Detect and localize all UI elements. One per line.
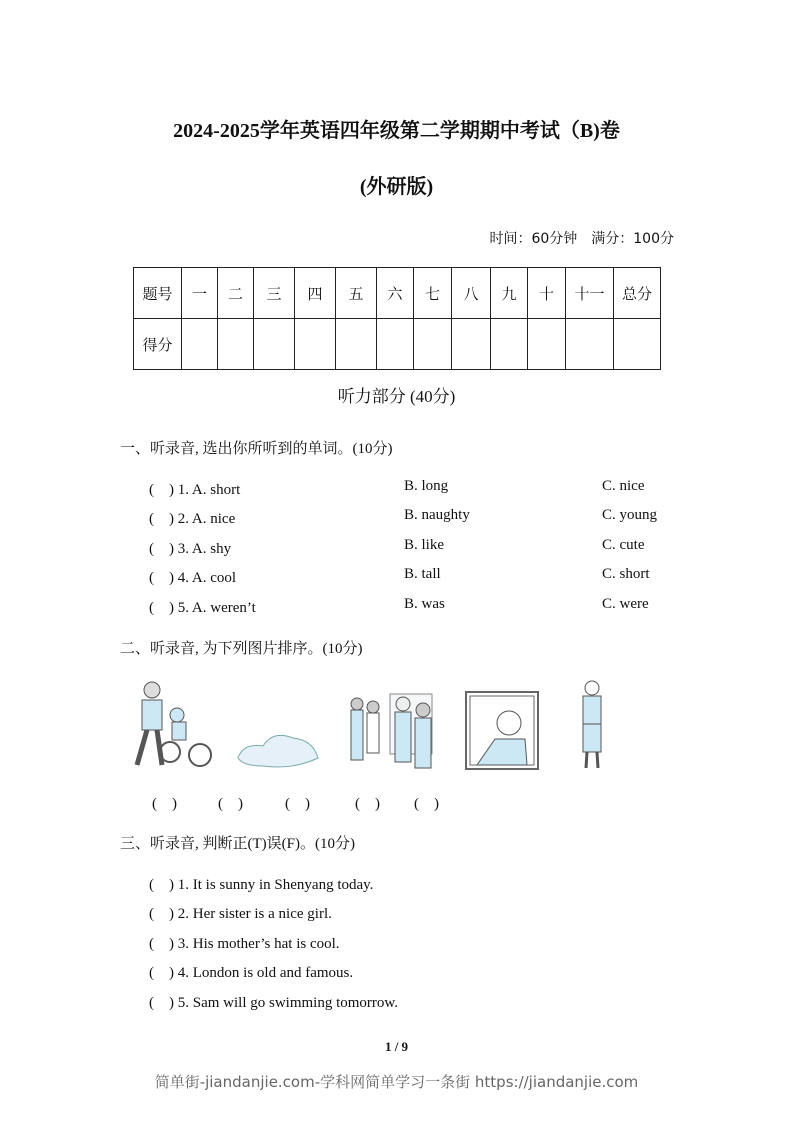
picture-cloud bbox=[233, 728, 323, 770]
header-cell: 二 bbox=[218, 268, 254, 319]
score-cell[interactable] bbox=[528, 319, 566, 370]
header-cell: 四 bbox=[295, 268, 336, 319]
question-option-b: B. long bbox=[404, 478, 449, 494]
order-blank[interactable]: ( ) bbox=[285, 796, 310, 812]
question-option-c: C. short bbox=[602, 566, 650, 582]
header-cell: 七 bbox=[414, 268, 452, 319]
question-option-b: B. tall bbox=[404, 566, 441, 582]
header-cell: 三 bbox=[254, 268, 295, 319]
picture-family-group bbox=[345, 692, 437, 772]
question-option-a: ( ) 2. A. nice bbox=[149, 511, 236, 527]
listening-part-title: 听力部分 (40分) bbox=[337, 387, 456, 406]
header-cell: 总分 bbox=[614, 268, 661, 319]
score-cell[interactable] bbox=[377, 319, 414, 370]
true-false-item: ( ) 5. Sam will go swimming tomorrow. bbox=[149, 995, 399, 1011]
true-false-item: ( ) 4. London is old and famous. bbox=[149, 965, 354, 981]
true-false-item: ( ) 1. It is sunny in Shenyang today. bbox=[149, 877, 374, 893]
header-cell: 题号 bbox=[134, 268, 182, 319]
true-false-item: ( ) 3. His mother’s hat is cool. bbox=[149, 936, 340, 952]
score-cell[interactable] bbox=[614, 319, 661, 370]
question-option-b: B. like bbox=[404, 537, 444, 553]
question-option-a: ( ) 3. A. shy bbox=[149, 541, 232, 557]
score-cell[interactable] bbox=[336, 319, 377, 370]
header-cell: 五 bbox=[336, 268, 377, 319]
score-table bbox=[133, 267, 661, 370]
order-blank[interactable]: ( ) bbox=[152, 796, 177, 812]
score-table-header-row bbox=[134, 268, 661, 319]
section2-heading: 二、听录音, 为下列图片排序。(10分) bbox=[120, 641, 363, 657]
header-cell: 八 bbox=[452, 268, 491, 319]
order-blank[interactable]: ( ) bbox=[355, 796, 380, 812]
score-cell[interactable] bbox=[182, 319, 218, 370]
question-option-a: ( ) 5. A. weren’t bbox=[149, 600, 256, 616]
question-option-b: B. was bbox=[404, 596, 445, 612]
score-cell[interactable] bbox=[566, 319, 614, 370]
score-cell[interactable] bbox=[452, 319, 491, 370]
exam-title: 2024-2025学年英语四年级第二学期期中考试（B)卷 bbox=[173, 120, 620, 142]
score-cell[interactable] bbox=[218, 319, 254, 370]
header-cell: 一 bbox=[182, 268, 218, 319]
picture-girl-standing bbox=[568, 678, 608, 772]
question-option-c: C. were bbox=[602, 596, 649, 612]
picture-girl-in-window bbox=[465, 691, 539, 770]
section1-heading: 一、听录音, 选出你所听到的单词。(10分) bbox=[120, 441, 393, 457]
time-score-info: 时间：60分钟 满分：100分 bbox=[489, 231, 674, 247]
picture-father-boy-bike bbox=[122, 680, 214, 772]
question-option-a: ( ) 1. A. short bbox=[149, 482, 241, 498]
question-option-c: C. young bbox=[602, 507, 658, 523]
order-blank[interactable]: ( ) bbox=[218, 796, 243, 812]
score-cell[interactable] bbox=[414, 319, 452, 370]
score-cell[interactable] bbox=[295, 319, 336, 370]
header-cell: 十一 bbox=[566, 268, 614, 319]
question-option-a: ( ) 4. A. cool bbox=[149, 570, 237, 586]
score-cell[interactable] bbox=[254, 319, 295, 370]
header-cell: 九 bbox=[491, 268, 528, 319]
question-option-b: B. naughty bbox=[404, 507, 470, 523]
score-table-score-row bbox=[134, 319, 661, 370]
header-cell: 六 bbox=[377, 268, 414, 319]
true-false-item: ( ) 2. Her sister is a nice girl. bbox=[149, 906, 332, 922]
question-option-c: C. cute bbox=[602, 537, 645, 553]
page-number: 1 / 9 bbox=[384, 1039, 409, 1054]
section3-heading: 三、听录音, 判断正(T)误(F)。(10分) bbox=[120, 836, 355, 852]
question-option-c: C. nice bbox=[602, 478, 645, 494]
footer-watermark: 简单街-jiandanjie.com-学科网简单学习一条街 https://jiandanjie.com bbox=[154, 1073, 639, 1091]
exam-subtitle: (外研版) bbox=[359, 176, 434, 198]
row-label: 得分 bbox=[134, 319, 182, 370]
score-cell[interactable] bbox=[491, 319, 528, 370]
header-cell: 十 bbox=[528, 268, 566, 319]
order-blank[interactable]: ( ) bbox=[414, 796, 439, 812]
